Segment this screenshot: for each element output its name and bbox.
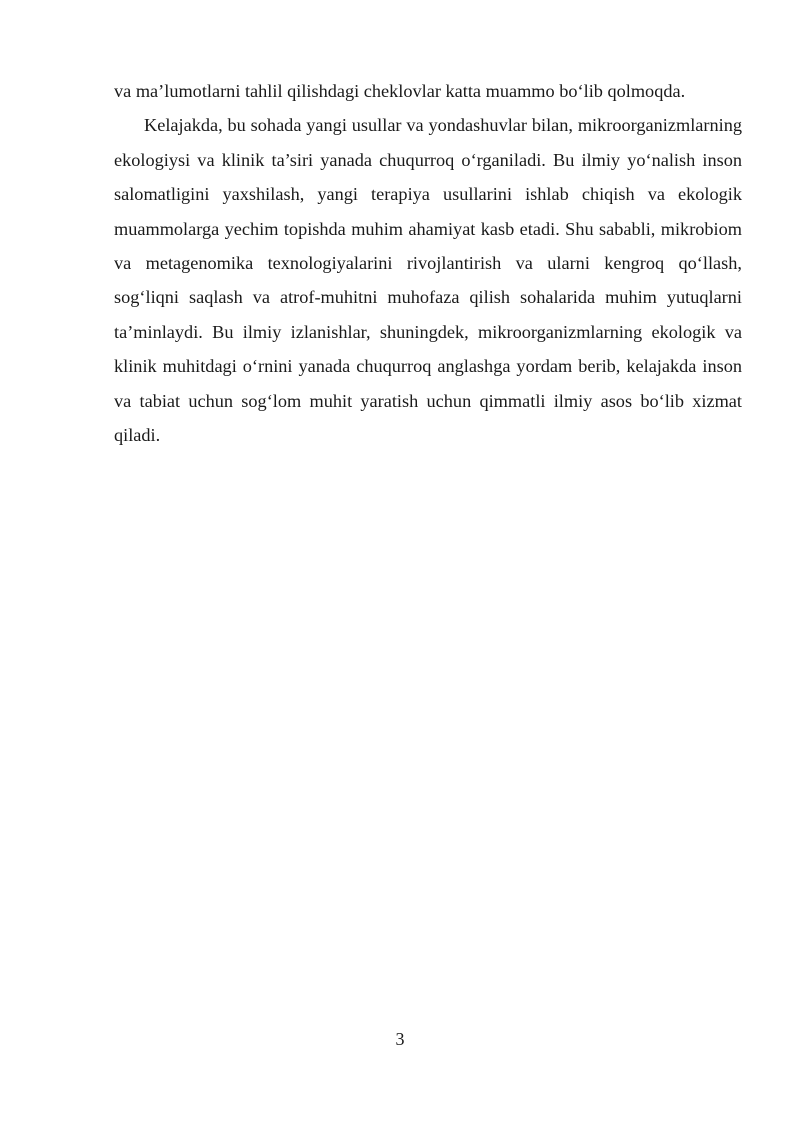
paragraph-future-research: Kelajakda, bu sohada yangi usullar va yondashuvlar bilan, mikroorganizmlarning ekologiysi va klinik ta’siri yanada chuqurroq o‘rganiladi. Bu ilmiy yo‘nalish inson salomatligini yaxshilash, yangi terapiya usullarini ishlab chiqish va ekologik muammolarga yechim topishda muhim ahamiyat kasb etadi. Shu sababli, mikrobiom va metagenomika texnologiyalarini rivojlantirish va ularni kengroq qo‘llash, sog‘liqni saqlash va atrof-muhitni muhofaza qilish sohalarida muhim yutuqlarni ta’minlaydi. Bu ilmiy izlanishlar, shuningdek, mikroorganizmlarning ekologik va klinik muhitdagi o‘rnini yanada chuqurroq anglashga yordam berib, kelajakda inson va tabiat uchun sog‘lom muhit yaratish uchun qimmatli ilmiy asos bo‘lib xizmat qiladi.: [114, 115, 742, 446]
paragraph-continuation: va ma’lumotlarni tahlil qilishdagi cheklovlar katta muammo bo‘lib qolmoqda.: [114, 81, 686, 101]
body-text: [114, 74, 742, 452]
page-number: 3: [395, 1029, 405, 1049]
